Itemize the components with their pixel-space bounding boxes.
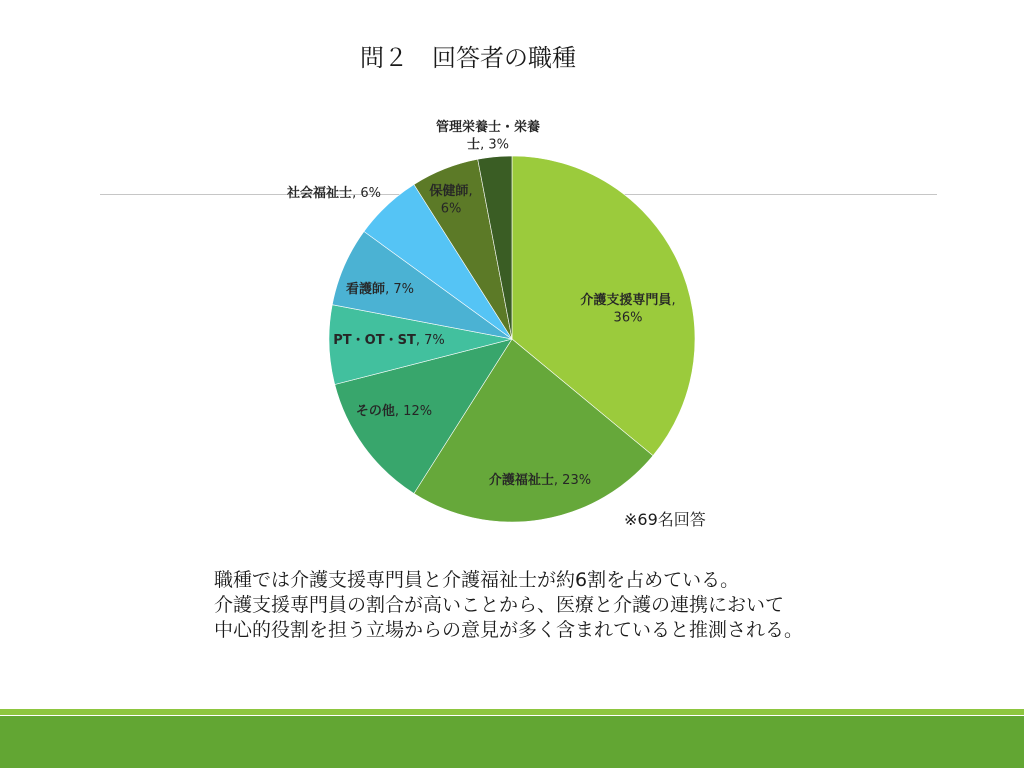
data-label-social-worker — [286, 185, 381, 201]
percentage-value: , 3% — [480, 137, 509, 152]
data-label-pt-ot-st — [333, 333, 444, 348]
percentage-value: , — [468, 183, 473, 199]
category-name: 介護支援専門員 — [580, 292, 672, 308]
data-label-line — [467, 137, 509, 152]
percentage-value: 6% — [440, 201, 462, 216]
category-name: 士 — [467, 137, 481, 152]
pie-chart — [240, 100, 780, 540]
percentage-value: , 23% — [553, 472, 592, 488]
summary-line: 介護支援専門員の割合が高いことから、医療と介護の連携において — [214, 594, 785, 616]
data-label-line — [286, 185, 381, 201]
percentage-value: , 6% — [352, 185, 381, 201]
data-label-line — [436, 119, 540, 135]
footer-band — [0, 716, 1024, 768]
respondent-count-note: ※69名回答 — [624, 510, 706, 529]
percentage-value: , 7% — [385, 281, 414, 297]
category-name: 社会福祉士 — [287, 185, 353, 201]
category-name: 保健師 — [429, 183, 469, 199]
slide-title: 問２ 回答者の職種 — [360, 44, 576, 72]
data-label-certified-care-worker — [489, 472, 591, 488]
percentage-value: 36% — [613, 310, 643, 325]
summary-line: 職種では介護支援専門員と介護福祉士が約6割を占めている。 — [214, 569, 740, 591]
percentage-value: , — [671, 292, 676, 308]
category-name: PT・OT・ST — [333, 332, 416, 348]
category-name: 介護福祉士 — [488, 472, 554, 488]
data-label-other — [356, 403, 432, 419]
data-label-line — [614, 310, 643, 325]
data-label-line — [356, 403, 432, 419]
summary-line: 中心的役割を担う立場からの意見が多く含まれていると推測される。 — [214, 619, 804, 641]
data-label-line — [489, 472, 591, 488]
data-label-nurse — [346, 281, 414, 297]
footer-accent-stripe — [0, 709, 1024, 715]
data-label-line — [441, 201, 462, 216]
category-name: 看護師 — [346, 281, 386, 297]
summary-text — [214, 568, 803, 643]
data-label-dietitian — [436, 119, 540, 153]
data-label-line — [580, 292, 675, 308]
category-name: その他 — [355, 403, 395, 419]
category-name: 管理栄養士・栄養 — [435, 119, 541, 135]
percentage-value: , 7% — [415, 332, 445, 348]
data-label-line — [346, 281, 414, 297]
percentage-value: , 12% — [394, 403, 433, 419]
data-label-line — [429, 183, 472, 199]
data-label-line — [333, 333, 444, 348]
